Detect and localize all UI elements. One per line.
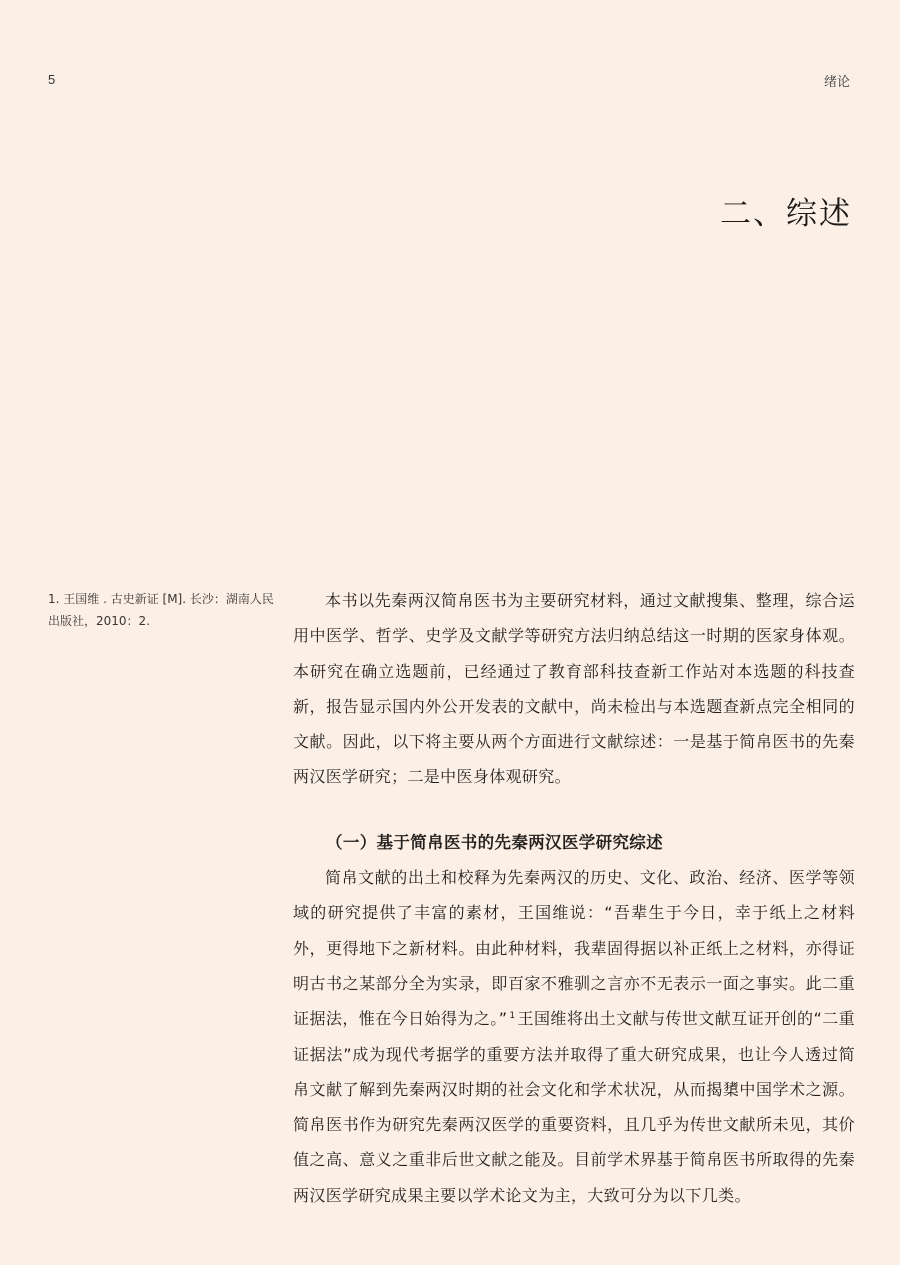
page-number: 5 bbox=[48, 72, 56, 87]
footnote: 1. 王国维 . 古史新证 [M]. 长沙：湖南人民出版社，2010：2. bbox=[48, 592, 274, 628]
body-paragraph: 本书以先秦两汉简帛医书为主要研究材料，通过文献搜集、整理，综合运用中医学、哲学、史学及文献学等研究方法归纳总结这一时期的医家身体观。本研究在确立选题前，已经通过了教育部科技查新工作站对本选题的科技查新，报告显示国内外公开发表的文献中，尚未检出与本选题查新点完全相同的文献。因此，以下将主要从两个方面进行文献综述：一是基于简帛医书的先秦两汉医学研究；二是中医身体观研究。 bbox=[293, 591, 855, 787]
section-heading: （一）基于简帛医书的先秦两汉医学研究综述 bbox=[326, 832, 663, 852]
paragraph-text: 简帛文献的出土和校释为先秦两汉的历史、文化、政治、经济、医学等领域的研究提供了丰富的素材，王国维说：“吾辈生于今日，幸于纸上之材料外，更得地下之新材料。由此种材料，我辈固得据以补正纸上之材料，亦得证明古书之某部分全为实录，即百家不雅驯之言亦不无表示一面之事实。此二重证据法，惟在今日始得为之。” bbox=[293, 868, 855, 1029]
running-header: 绪论 bbox=[823, 75, 850, 90]
footnote-marker: 1 bbox=[509, 1010, 516, 1021]
main-text bbox=[293, 583, 855, 1213]
body-paragraph bbox=[293, 860, 855, 1213]
chapter-title: 二、综述 bbox=[720, 196, 852, 232]
paragraph-text: 王国维将出土文献与传世文献互证开创的“二重证据法”成为现代考据学的重要方法并取得了重大研究成果，也让今人透过简帛文献了解到先秦两汉时期的社会文化和学术状况，从而揭橥中国学术之源。简帛医书作为研究先秦两汉医学的重要资料，且几乎为传世文献所未见，其价值之高、意义之重非后世文献之能及。目前学术界基于简帛医书所取得的先秦两汉医学研究成果主要以学术论文为主，大致可分为以下几类。 bbox=[293, 1009, 855, 1205]
